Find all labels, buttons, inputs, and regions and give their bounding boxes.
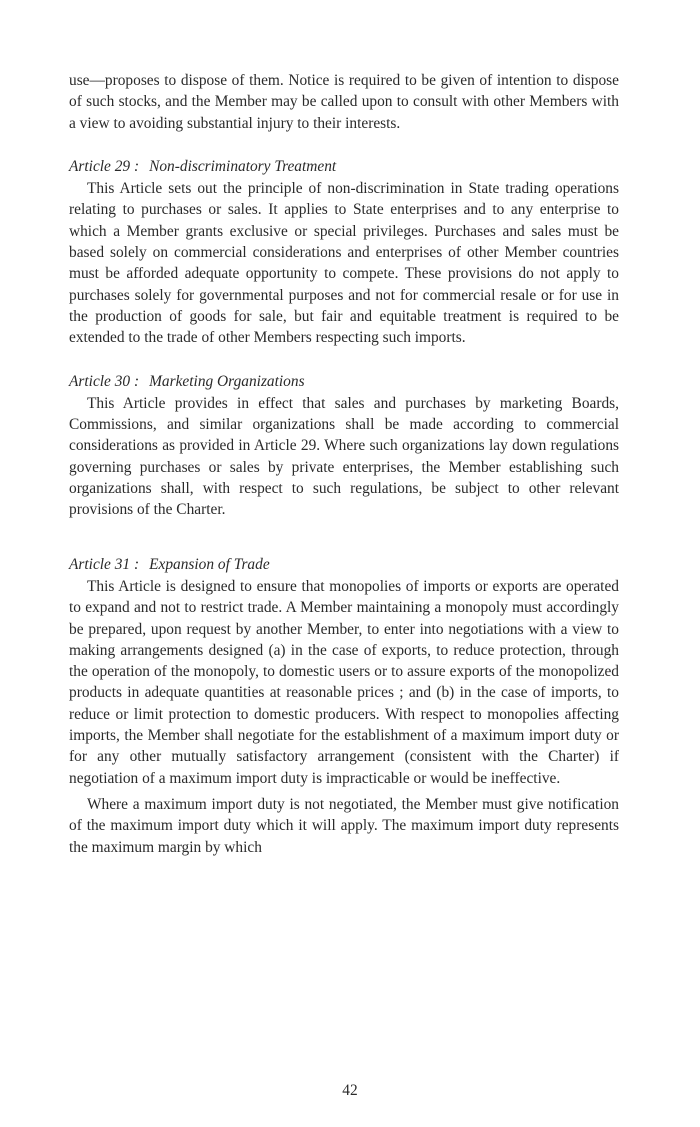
article-29-paragraph: This Article sets out the principle of non-discrimination in State trading operations relating to purchases or sales. It applies to State enterprises and to any enterprise to which a Member grants exclusive or special privileges. Purchases and sales must be based solely on commercial considerations and enterprises of other Member countries must be afforded adequate opportunity to compete. These provisions do not apply to purchases solely for governmental purposes and not for commercial resale or for use in the production of goods for sale, but fair and equitable treatment is required to be extended to the trade of other Members respecting such imports.: [69, 180, 619, 347]
article-31-paragraph-2: Where a maximum import duty is not negotiated, the Member must give notification of the maximum import duty which it will apply. The maximum import duty represents the maximum margin by which: [69, 795, 619, 856]
article-31-number: Article 31 :: [69, 555, 140, 573]
article-30-heading: [69, 371, 619, 392]
article-31-section: [69, 554, 619, 858]
article-31-paragraph-1: This Article is designed to ensure that monopolies of imports or exports are operated to expand and not to restrict trade. A Member maintaining a monopoly must accordingly be prepared, upon request by another Member, to enter into negotiations with a view to making arrangements designed (a) in the case of exports, to reduce protection, through the operation of the monopoly, to domestic users or to assure exports of the monopolized products in adequate quantities at reasonable prices ; and (b) in the case of imports, to reduce or limit protection to domestic producers. With respect to monopolies affecting imports, the Member shall negotiate for the establishment of a maximum import duty or for any other mutually satisfactory arrangement (consistent with the Charter) if negotiation of a maximum import duty is impracticable or would be ineffective.: [69, 577, 619, 787]
article-31-heading: [69, 554, 619, 575]
article-29-heading: [69, 156, 619, 177]
intro-paragraph: use—proposes to dispose of them. Notice is required to be given of intention to dispose of such stocks, and the Member may be called upon to consult with other Members with a view to avoiding substantial injury to their interests.: [69, 72, 619, 132]
article-29-title: Non-discriminatory Treatment: [149, 157, 337, 175]
article-30-section: [69, 371, 619, 521]
document-page: [69, 70, 619, 858]
page-number: 42: [342, 1082, 358, 1099]
article-30-paragraph: This Article provides in effect that sales and purchases by marketing Boards, Commissions, and similar organizations shall be made according to commercial considerations as provided in Article 29. Where such organizations lay down regulations governing purchases or sales by private enterprises, the Member establishing such organizations shall, with respect to such regulations, be subject to other relevant provisions of the Charter.: [69, 394, 619, 519]
article-30-number: Article 30 :: [69, 372, 140, 390]
article-29-section: [69, 156, 619, 349]
article-31-title: Expansion of Trade: [149, 555, 270, 573]
article-30-title: Marketing Organizations: [149, 372, 305, 390]
article-29-number: Article 29 :: [69, 157, 140, 175]
